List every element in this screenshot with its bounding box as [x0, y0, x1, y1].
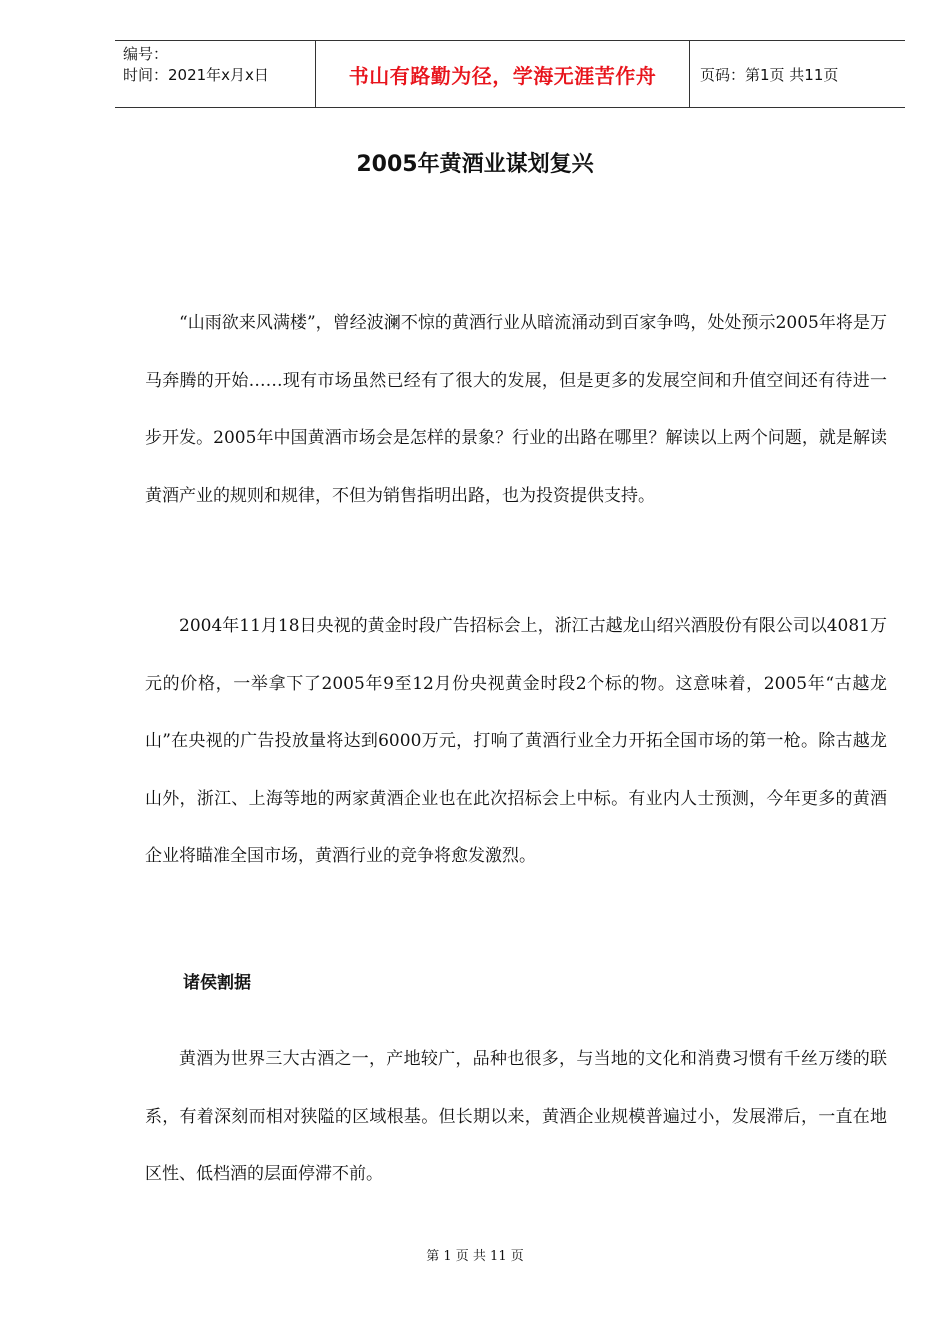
header-motto-cell [316, 41, 690, 107]
paragraph-1 [145, 295, 887, 525]
serial-number-label: 编号： [123, 45, 169, 63]
paragraph-3 [145, 1031, 887, 1204]
document-title: 2005年黄酒业谋划复兴 [356, 152, 594, 177]
section-heading: 诸侯割据 [183, 973, 251, 993]
header-meta-cell [115, 41, 316, 107]
page-info: 页码：第1页 共11页 [700, 65, 839, 84]
header-page-cell [690, 41, 905, 107]
paragraph-text: 2004年11月18日央视的黄金时段广告招标会上，浙江古越龙山绍兴酒股份有限公司以4081万元的价格，一举拿下了2005年9至12月份央视黄金时段2个标的物。这意味着，2005年“古越龙山”在央视的广告投放量将达到6000万元，打响了黄酒行业全力开拓全国市场的第一枪。除古越龙山外，浙江、上海等地的两家黄酒企业也在此次招标会上中标。有业内人士预测，今年更多的黄酒企业将瞄准全国市场，黄酒行业的竞争将愈发激烈。 [145, 616, 887, 866]
motto-text: 书山有路勤为径，学海无涯苦作舟 [348, 63, 657, 88]
paragraph-text: “山雨欲来风满楼”，曾经波澜不惊的黄酒行业从暗流涌动到百家争鸣，处处预示2005年将是万马奔腾的开始……现有市场虽然已经有了很大的发展，但是更多的发展空间和升值空间还有待进一步开发。2005年中国黄酒市场会是怎样的景象？行业的出路在哪里？解读以上两个问题，就是解读黄酒产业的规则和规律，不但为销售指明出路，也为投资提供支持。 [145, 313, 887, 506]
page-footer: 第 1 页 共 11 页 [426, 1249, 524, 1264]
paragraph-text: 黄酒为世界三大古酒之一，产地较广，品种也很多，与当地的文化和消费习惯有千丝万缕的联系，有着深刻而相对狭隘的区域根基。但长期以来，黄酒企业规模普遍过小，发展滞后，一直在地区性、低档酒的层面停滞不前。 [145, 1049, 887, 1184]
header-table [115, 40, 905, 108]
paragraph-2 [145, 598, 887, 886]
date-label: 时间：2021年x月x日 [123, 66, 269, 84]
